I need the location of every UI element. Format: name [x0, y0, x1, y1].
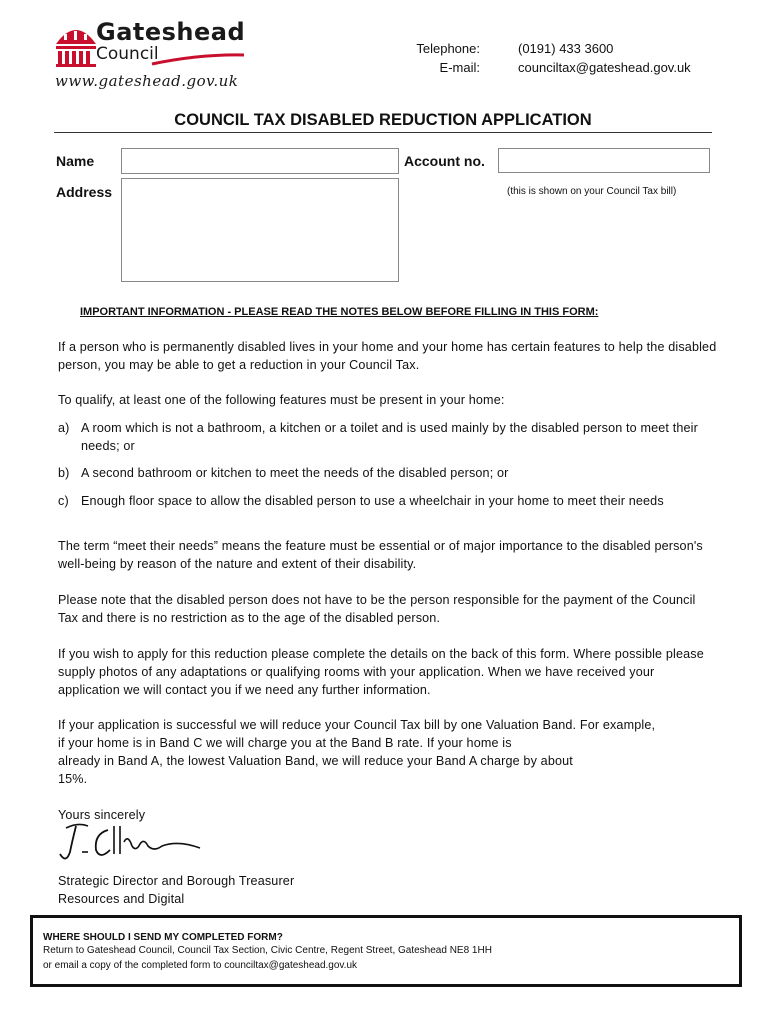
signatory-title: Strategic Director and Borough Treasurer — [58, 874, 295, 888]
name-label: Name — [56, 153, 95, 169]
list-text: A room which is not a bathroom, a kitchen or a toilet and is used mainly by the disabled person to meet their needs; or — [81, 421, 698, 453]
intro-paragraph: If a person who is permanently disabled lives in your home and your home has certain features to help the disabled person, you may be able to get a reduction in your Council Tax. — [58, 340, 717, 372]
logo-sub: Council — [96, 44, 159, 64]
logo-swoosh-icon — [150, 52, 246, 68]
email-value: counciltax@gateshead.gov.uk — [518, 60, 691, 75]
send-instructions-box — [30, 915, 742, 987]
address-field[interactable] — [121, 178, 399, 282]
qualify-paragraph: To qualify, at least one of the following features must be present in your home: — [58, 393, 505, 407]
list-text: A second bathroom or kitchen to meet the needs of the disabled person; or — [81, 466, 509, 480]
list-marker: c) — [58, 494, 69, 508]
account-note: (this is shown on your Council Tax bill) — [507, 186, 677, 197]
send-address: Return to Gateshead Council, Council Tax Section, Civic Centre, Regent Street, Gateshead NE8 1HH — [43, 945, 492, 956]
email-label: E-mail: — [439, 60, 480, 75]
send-title: WHERE SHOULD I SEND MY COMPLETED FORM? — [43, 932, 283, 943]
band-paragraph-line: already in Band A, the lowest Valuation Band, we will reduce your Band A charge by about — [58, 754, 573, 768]
list-item — [58, 492, 718, 510]
list-marker: b) — [58, 466, 70, 480]
website-url: www.gateshead.gov.uk — [55, 72, 239, 90]
band-paragraph-line: 15%. — [58, 772, 88, 786]
band-paragraph-line: If your application is successful we will reduce your Council Tax bill by one Valuation Band. For example, — [58, 718, 656, 732]
needs-paragraph: The term “meet their needs” means the feature must be essential or of major importance to the disabled person's well-being by reason of the nature and extent of their disability. — [58, 539, 703, 571]
closing: Yours sincerely — [58, 808, 146, 822]
name-field[interactable] — [121, 148, 399, 174]
telephone-label: Telephone: — [416, 41, 480, 56]
account-number-field[interactable] — [498, 148, 710, 173]
signatory-department: Resources and Digital — [58, 892, 185, 906]
telephone-value: (0191) 433 3600 — [518, 41, 614, 56]
logo-name: Gateshead — [96, 18, 246, 46]
address-label: Address — [56, 184, 113, 200]
list-item — [58, 419, 718, 455]
title-divider — [54, 132, 712, 133]
responsibility-paragraph: Please note that the disabled person does not have to be the person responsible for the payment of the Council Tax and there is no restriction as to the age of the disabled person. — [58, 593, 696, 625]
important-notice: IMPORTANT INFORMATION - PLEASE READ THE NOTES BELOW BEFORE FILLING IN THIS FORM: — [80, 306, 599, 318]
signature-icon — [58, 820, 208, 870]
list-text: Enough floor space to allow the disabled person to use a wheelchair in your home to meet their needs — [81, 494, 664, 508]
list-item — [58, 464, 718, 482]
list-marker: a) — [58, 421, 70, 435]
form-title: COUNCIL TAX DISABLED REDUCTION APPLICATION — [174, 111, 592, 129]
gateshead-council-logo-icon — [54, 22, 98, 68]
apply-paragraph: If you wish to apply for this reduction please complete the details on the back of this form. Where possible please supply photos of any adaptations or qualifying rooms with your application. When we have received your application we will contact you if we need any further information. — [58, 647, 704, 697]
send-email: or email a copy of the completed form to counciltax@gateshead.gov.uk — [43, 960, 358, 971]
band-paragraph-line: if your home is in Band C we will charge you at the Band B rate. If your home is — [58, 736, 512, 750]
account-label: Account no. — [404, 153, 485, 169]
